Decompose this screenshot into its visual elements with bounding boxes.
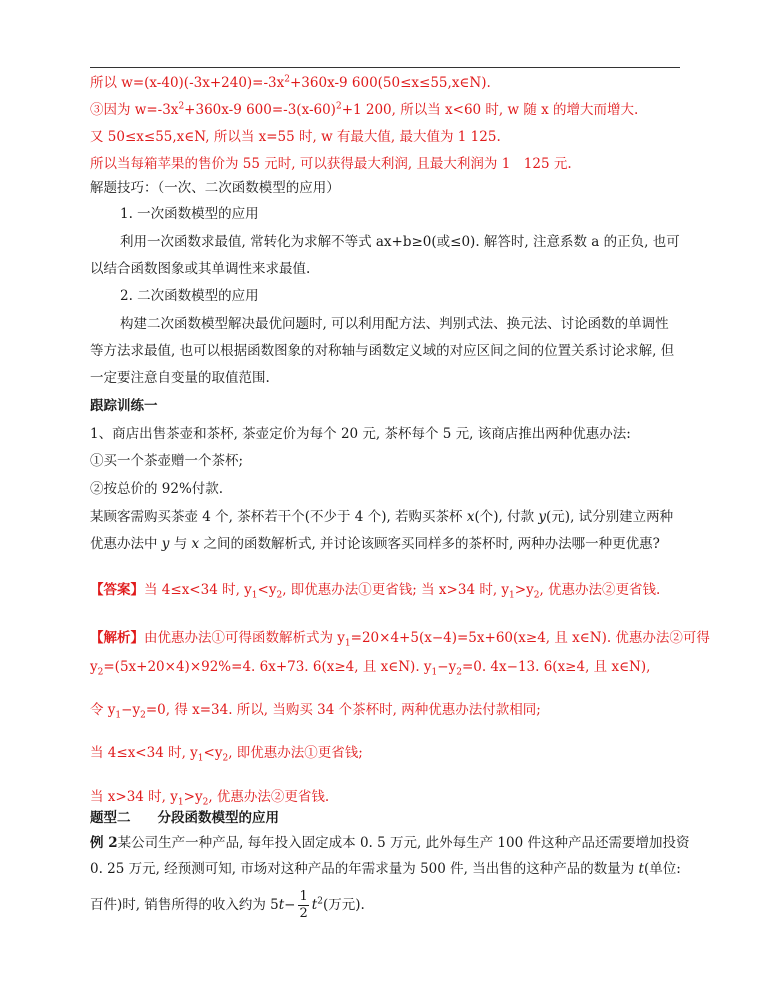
text: , 优惠办法②更省钱. xyxy=(539,582,661,598)
header-rule xyxy=(90,67,680,68)
tips-s1-line1: 利用一次函数求最值, 常转化为求解不等式 ax+b≥0(或≤0). 解答时, 注意系数 a 的正负, 也可 xyxy=(120,234,680,250)
text: (万元). xyxy=(322,897,365,913)
fraction-one-half xyxy=(298,889,308,922)
text: , 即优惠办法①更省钱; 当 x>34 时, y xyxy=(282,582,510,598)
sub: 2 xyxy=(140,710,146,721)
example2-line-3 xyxy=(90,887,365,923)
sub: 1 xyxy=(251,590,258,601)
text: 0. 25 万元, 经预测可知, 市场对这种产品的年需求量为 500 件, 当出售的这种产品的数量为 xyxy=(90,861,639,877)
example2-line-2 xyxy=(90,859,681,879)
analysis-line-3 xyxy=(90,700,541,720)
solution-line-1 xyxy=(90,73,491,93)
numerator: 1 xyxy=(299,889,308,904)
sub: 1 xyxy=(431,667,438,678)
text: y xyxy=(90,659,98,675)
text: (元), 试分别建立两种 xyxy=(546,509,674,525)
text: >y xyxy=(514,582,534,598)
answer-line xyxy=(90,580,660,600)
text: +1 200, 所以当 x<60 时, w 随 x 的增大而增大. xyxy=(341,102,639,118)
sub: 1 xyxy=(197,753,204,764)
sub: 2 xyxy=(97,667,104,678)
text: =0. 4x−13. 6(x≥4, 且 x∈N), xyxy=(461,659,651,675)
sup: 2 xyxy=(178,101,185,112)
var-t: t xyxy=(638,861,644,877)
var-t: t xyxy=(311,897,318,913)
tips-s2-line2: 等方法求最值, 也可以根据函数图象的对称轴与函数定义域的对应区间之间的位置关系讨论求解, 但 xyxy=(90,343,675,359)
sub: 2 xyxy=(276,590,283,601)
practice-option-1: ①买一个茶壶赠一个茶杯; xyxy=(90,453,244,469)
text: 当 4≤x<34 时, y xyxy=(144,582,252,598)
text: =20×4+5(x−4)=5x+60(x≥4, 且 x∈N). 优惠办法②可得 xyxy=(350,630,710,646)
sub: 2 xyxy=(456,667,462,678)
practice-q2 xyxy=(90,507,673,527)
minus: − xyxy=(284,897,296,913)
practice-option-2: ②按总价的 92%付款. xyxy=(90,481,224,497)
sub: 2 xyxy=(533,590,540,601)
var-x: x xyxy=(191,536,200,552)
sup: 2 xyxy=(335,101,342,112)
solution-line-4: 所以当每箱苹果的售价为 55 元时, 可以获得最大利润, 且最大利润为 1 125 元. xyxy=(90,156,572,172)
text: =0, 得 x=34. 所以, 当购买 34 个茶杯时, 两种优惠办法付款相同; xyxy=(145,702,541,718)
text: +360x-9 600=-3(x-60) xyxy=(184,102,336,118)
text: 由优惠办法①可得函数解析式为 y xyxy=(144,630,345,646)
solution-line-3: 又 50≤x≤55,x∈N, 所以当 x=55 时, w 有最大值, 最大值为 1 125. xyxy=(90,129,501,145)
var-y: y xyxy=(161,536,170,552)
text: <y xyxy=(257,582,277,598)
text: =(5x+20×4)×92%=4. 6x+73. 6(x≥4, 且 x∈N). y xyxy=(103,659,432,675)
sub: 1 xyxy=(177,797,184,808)
var-x: x xyxy=(466,509,475,525)
analysis-line-1 xyxy=(90,628,710,648)
tips-s2-line3: 一定要注意自变量的取值范围. xyxy=(90,370,270,386)
tips-s2-title: 2. 二次函数模型的应用 xyxy=(120,288,259,304)
tips-heading: 解题技巧：（一次、二次函数模型的应用） xyxy=(90,180,340,196)
sub: 2 xyxy=(202,797,209,808)
text: 所以 w=(x-40)(-3x+240)=-3x xyxy=(90,75,285,91)
text: >y xyxy=(183,789,203,805)
sub: 2 xyxy=(222,753,229,764)
text: 当 x>34 时, y xyxy=(90,789,178,805)
text: 与 xyxy=(169,536,192,552)
practice-q3 xyxy=(90,534,660,554)
text: (个), 付款 xyxy=(474,509,539,525)
type2-heading: 题型二 分段函数模型的应用 xyxy=(90,810,279,826)
text: ③因为 w=-3x xyxy=(90,102,179,118)
denominator: 2 xyxy=(299,906,308,921)
sub: 1 xyxy=(115,710,122,721)
analysis-tag: 【解析】 xyxy=(90,630,144,646)
sub: 1 xyxy=(344,638,351,649)
text: −y xyxy=(121,702,141,718)
solution-line-2 xyxy=(90,100,638,120)
text: 优惠办法中 xyxy=(90,536,162,552)
text: 令 y xyxy=(90,702,116,718)
text: , 优惠办法②更省钱. xyxy=(208,789,330,805)
practice-heading: 跟踪训练一 xyxy=(90,398,158,414)
text: 某公司生产一种产品, 每年投入固定成本 0. 5 万元, 此外每生产 100 件这种产品还需要增加投资 xyxy=(117,835,690,851)
var-y: y xyxy=(538,509,547,525)
tips-s1-title: 1. 一次函数模型的应用 xyxy=(120,206,259,222)
var-t: t xyxy=(278,897,285,913)
tips-s1-line2: 以结合函数图象或其单调性来求最值. xyxy=(90,261,311,277)
text: (单位: xyxy=(643,861,681,877)
analysis-line-4 xyxy=(90,743,363,763)
text: <y xyxy=(203,745,223,761)
answer-tag: 【答案】 xyxy=(90,582,144,598)
practice-q1: 1、商店出售茶壶和茶杯, 茶壶定价为每个 20 元, 茶杯每个 5 元, 该商店推出两种优惠办法: xyxy=(90,426,631,442)
analysis-line-2 xyxy=(90,657,650,677)
text: 某顾客需购买茶壶 4 个, 茶杯若干个(不少于 4 个), 若购买茶杯 xyxy=(90,509,467,525)
example2-line-1 xyxy=(90,833,689,853)
text: −y xyxy=(437,659,457,675)
text: 百件)时, 销售所得的收入约为 5 xyxy=(90,897,279,913)
text: , 即优惠办法①更省钱; xyxy=(228,745,363,761)
sub: 1 xyxy=(509,590,515,601)
sup: 2 xyxy=(317,896,323,907)
text: 之间的函数解析式, 并讨论该顾客买同样多的茶杯时, 两种办法哪一种更优惠? xyxy=(199,536,660,552)
text: 当 4≤x<34 时, y xyxy=(90,745,198,761)
analysis-line-5 xyxy=(90,787,329,807)
example-tag: 例 2 xyxy=(90,835,118,851)
tips-s2-line1: 构建二次函数模型解决最优问题时, 可以利用配方法、判别式法、换元法、讨论函数的单调性 xyxy=(120,316,669,332)
text: +360x-9 600(50≤x≤55,x∈N). xyxy=(290,75,491,91)
sup: 2 xyxy=(284,74,290,85)
